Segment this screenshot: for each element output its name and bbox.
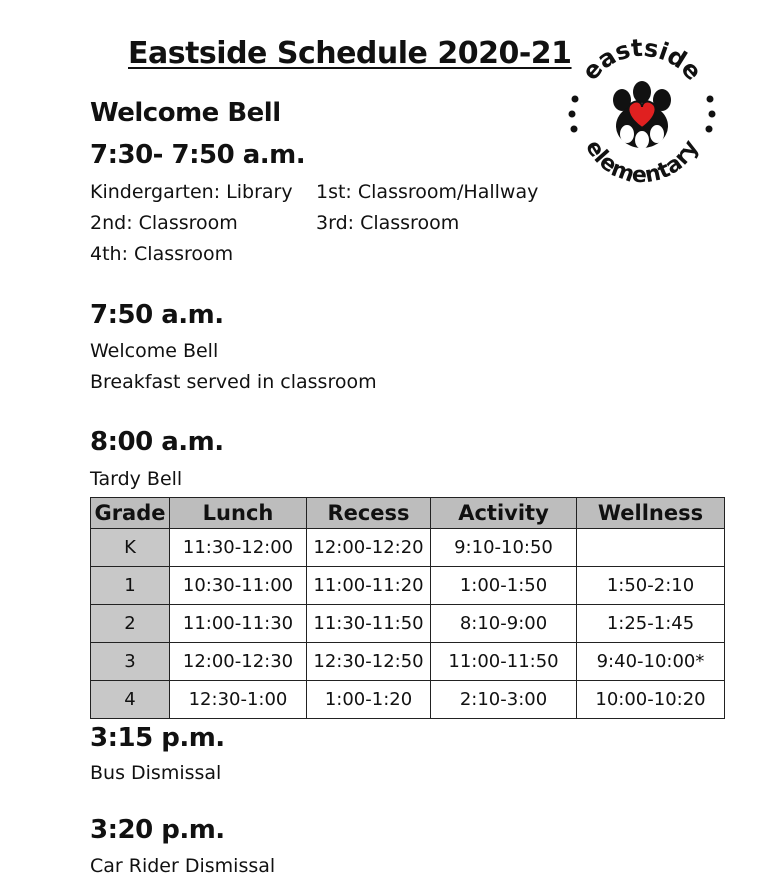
recess-cell: 11:30-11:50 xyxy=(307,605,431,643)
table-row xyxy=(91,681,725,719)
page-title: Eastside Schedule 2020-21 xyxy=(128,36,572,71)
time-315: 3:15 p.m. xyxy=(90,723,225,753)
location-1st: 1st: Classroom/Hallway xyxy=(316,181,539,203)
car-rider-dismissal-text: Car Rider Dismissal xyxy=(90,855,276,877)
table-row xyxy=(91,643,725,681)
location-2nd: 2nd: Classroom xyxy=(90,212,238,234)
header-lunch: Lunch xyxy=(170,498,307,529)
grade-cell: 1 xyxy=(91,567,170,605)
table-header-row xyxy=(91,498,725,529)
activity-cell: 8:10-9:00 xyxy=(431,605,577,643)
time-320: 3:20 p.m. xyxy=(90,815,225,845)
header-recess: Recess xyxy=(307,498,431,529)
recess-cell: 12:00-12:20 xyxy=(307,529,431,567)
wellness-cell: 9:40-10:00* xyxy=(577,643,725,681)
welcome-heading: Welcome Bell xyxy=(90,98,281,128)
grade-cell: 2 xyxy=(91,605,170,643)
lunch-cell: 12:30-1:00 xyxy=(170,681,307,719)
logo-text-top: eastside xyxy=(576,34,708,86)
paw-icon xyxy=(613,81,671,149)
wellness-cell: 1:25-1:45 xyxy=(577,605,725,643)
table-row xyxy=(91,567,725,605)
wellness-cell xyxy=(577,529,725,567)
activity-cell: 1:00-1:50 xyxy=(431,567,577,605)
location-3rd: 3rd: Classroom xyxy=(316,212,460,234)
activity-cell: 9:10-10:50 xyxy=(431,529,577,567)
grade-cell: K xyxy=(91,529,170,567)
recess-cell: 12:30-12:50 xyxy=(307,643,431,681)
schedule-table xyxy=(90,497,725,719)
svg-text:eastside xyxy=(577,34,708,86)
table-row xyxy=(91,605,725,643)
wellness-cell: 1:50-2:10 xyxy=(577,567,725,605)
welcome-bell-text: Welcome Bell xyxy=(90,340,219,362)
location-4th: 4th: Classroom xyxy=(90,243,234,265)
tardy-bell-text: Tardy Bell xyxy=(90,468,183,490)
location-kindergarten: Kindergarten: Library xyxy=(90,181,293,203)
recess-cell: 1:00-1:20 xyxy=(307,681,431,719)
wellness-cell: 10:00-10:20 xyxy=(577,681,725,719)
grade-cell: 4 xyxy=(91,681,170,719)
lunch-cell: 11:00-11:30 xyxy=(170,605,307,643)
activity-cell: 11:00-11:50 xyxy=(431,643,577,681)
grade-cell: 3 xyxy=(91,643,170,681)
table-row xyxy=(91,529,725,567)
activity-cell: 2:10-3:00 xyxy=(431,681,577,719)
welcome-time: 7:30- 7:50 a.m. xyxy=(90,140,306,170)
recess-cell: 11:00-11:20 xyxy=(307,567,431,605)
lunch-cell: 10:30-11:00 xyxy=(170,567,307,605)
time-800: 8:00 a.m. xyxy=(90,427,224,457)
header-activity: Activity xyxy=(431,498,577,529)
lunch-cell: 12:00-12:30 xyxy=(170,643,307,681)
breakfast-text: Breakfast served in classroom xyxy=(90,371,377,393)
header-grade: Grade xyxy=(91,498,170,529)
logo-text-bottom: elementary xyxy=(580,136,704,189)
header-wellness: Wellness xyxy=(577,498,725,529)
lunch-cell: 11:30-12:00 xyxy=(170,529,307,567)
time-750: 7:50 a.m. xyxy=(90,300,224,330)
eastside-elementary-logo xyxy=(562,34,722,194)
bus-dismissal-text: Bus Dismissal xyxy=(90,762,222,784)
